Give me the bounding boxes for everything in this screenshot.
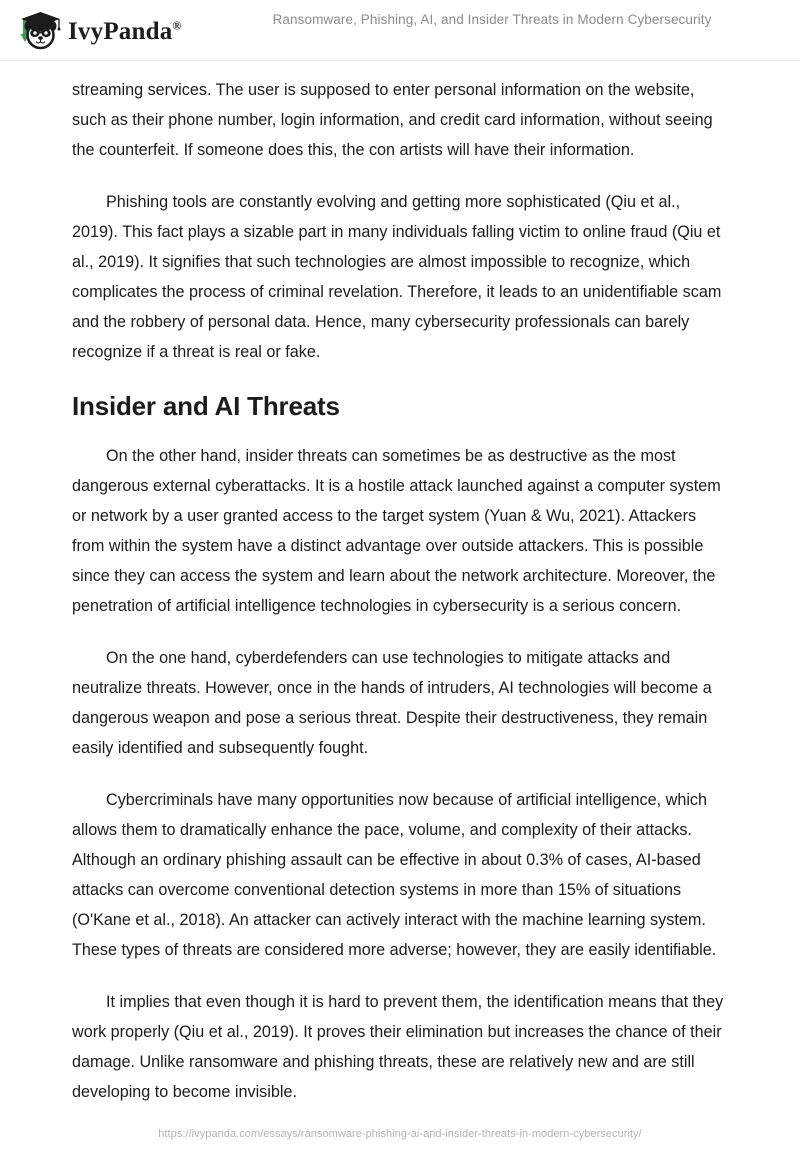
brand-logo[interactable] xyxy=(16,8,182,52)
page-header xyxy=(0,0,800,61)
brand-name xyxy=(68,19,182,44)
paragraph-continuation: streaming services. The user is supposed to enter personal information on the website, such as their phone number, login information, and credit card information, without seeing the counterfeit. If someone does this, the con artists will have their information. xyxy=(72,81,713,159)
brand-name-text: IvyPanda xyxy=(68,17,173,45)
section-heading-insider-and-ai-threats: Insider and AI Threats xyxy=(72,391,340,421)
paragraph-cybercriminals: Cybercriminals have many opportunities now because of artificial intelligence, which allows them to dramatically enhance the pace, volume, and complexity of their attacks. Although an ordinary phishing assault can be effective in about 0.3% of cases, AI-based attacks can overcome conventional detection systems in more than 15% of situations (O'Kane et al., 2018). An attacker can actively interact with the machine learning system. These types of threats are considered more adverse; however, they are easily identifiable. xyxy=(72,791,717,959)
page-footer xyxy=(0,1104,800,1160)
document-content xyxy=(0,61,800,1129)
ivypanda-panda-graduate-logo-icon xyxy=(16,8,62,52)
paragraph-phishing-tools: Phishing tools are constantly evolving and getting more sophisticated (Qiu et al., 2019). This fact plays a sizable part in many individuals falling victim to online fraud (Qiu et al., 2019). It signifies that such technologies are almost impossible to recognize, which complicates the process of criminal revelation. Therefore, it leads to an unidentifiable scam and the robbery of personal data. Hence, many cybersecurity professionals can barely recognize if a threat is real or fake. xyxy=(72,193,722,361)
paragraph-cyberdefenders: On the one hand, cyberdefenders can use technologies to mitigate attacks and neutralize threats. However, once in the hands of intruders, AI technologies will become a dangerous weapon and pose a serious threat. Despite their destructiveness, they remain easily identified and subsequently fought. xyxy=(72,649,712,757)
registered-trademark-icon: ® xyxy=(172,18,182,33)
document-title: Ransomware, Phishing, AI, and Insider Threats in Modern Cybersecurity xyxy=(272,12,712,27)
paragraph-implication: It implies that even though it is hard to prevent them, the identification means that they work properly (Qiu et al., 2019). It proves their elimination but increases the chance of their damage. Unlike ransomware and phishing threats, these are relatively new and are still developing to become invisible. xyxy=(72,993,724,1101)
source-url-link[interactable]: https://ivypanda.com/essays/ransomware-phishing-ai-and-insider-threats-in-modern-cybersecurity/ xyxy=(158,1128,642,1140)
paragraph-insider-threats: On the other hand, insider threats can sometimes be as destructive as the most dangerous external cyberattacks. It is a hostile attack launched against a computer system or network by a user granted access to the target system (Yuan & Wu, 2021). Attackers from within the system have a distinct advantage over outside attackers. This is possible since they can access the system and learn about the network architecture. Moreover, the penetration of artificial intelligence technologies in cybersecurity is a serious concern. xyxy=(72,447,721,615)
